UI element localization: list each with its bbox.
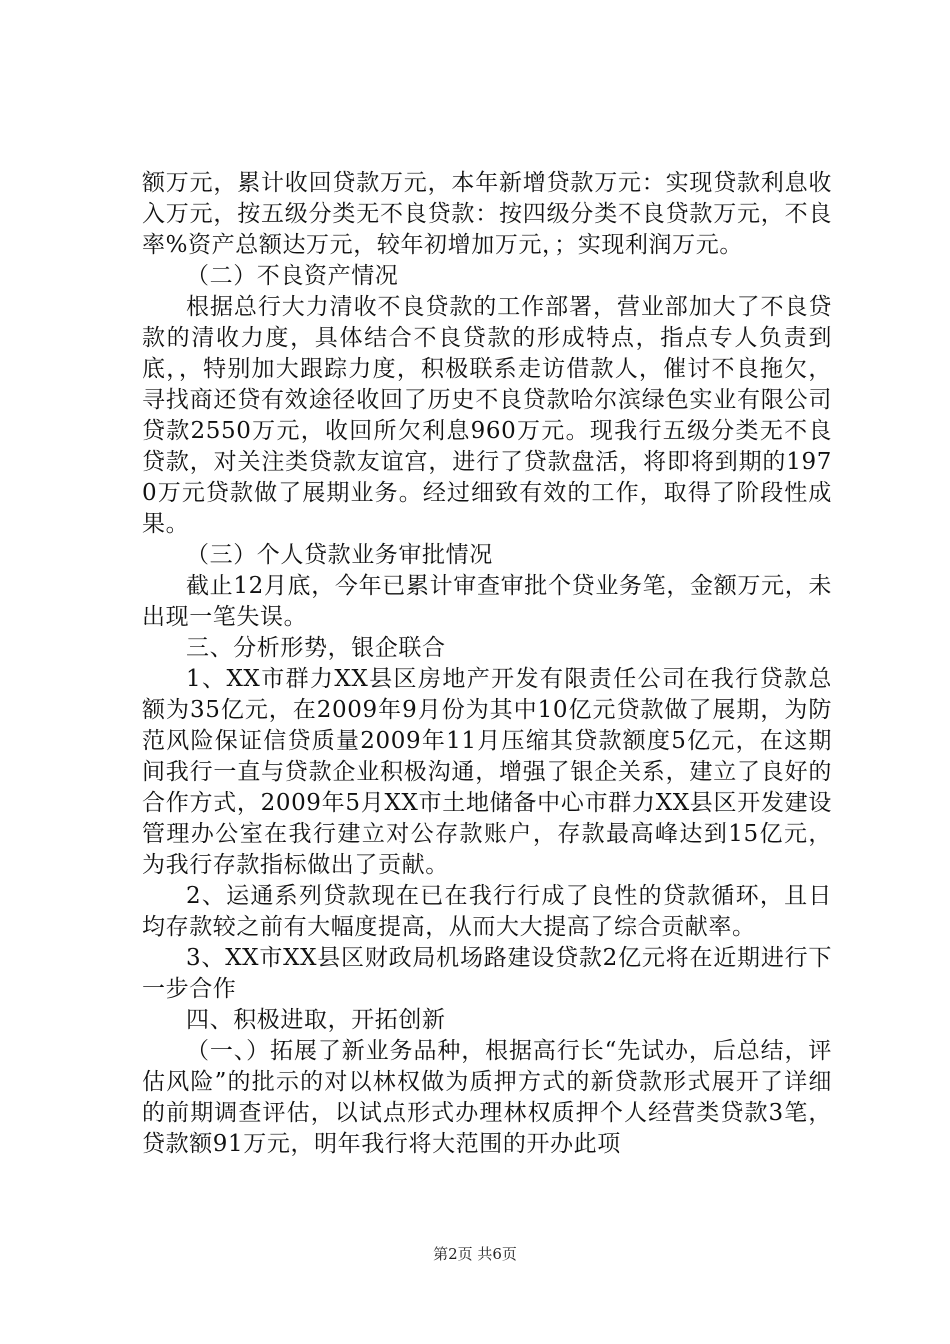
document-body <box>142 168 832 1160</box>
page-footer: 第2页 共6页 <box>433 1245 517 1263</box>
paragraph-loan-summary: 额万元，累计收回贷款万元，本年新增贷款万元：实现贷款利息收入万元，按五级分类无不良贷款：按四级分类不良贷款万元，不良率%资产总额达万元，较年初增加万元，；实现利润万元。 <box>142 170 832 258</box>
section-heading-innovation: 四、积极进取，开拓创新 <box>186 1007 446 1033</box>
paragraph-item-2: 2、运通系列贷款现在已在我行行成了良性的贷款循环，且日均存款较之前有大幅度提高，从而大大提高了综合贡献率。 <box>142 883 832 940</box>
paragraph-personal-loans: 截止12月底，今年已累计审查审批个贷业务笔，金额万元，未出现一笔失误。 <box>142 573 832 630</box>
paragraph-nonperforming-assets: 根据总行大力清收不良贷款的工作部署，营业部加大了不良贷款的清收力度，具体结合不良贷款的形成特点，指点专人负责到底，，特别加大跟踪力度，积极联系走访借款人，催讨不良拖欠，寻找商还贷有效途径收回了历史不良贷款哈尔滨绿色实业有限公司贷款2550万元，收回所欠利息960万元。现我行五级分类无不良贷款，对关注类贷款友谊宫，进行了贷款盘活，将即将到期的1970万元贷款做了展期业务。经过细致有效的工作，取得了阶段性成果。 <box>142 294 832 537</box>
paragraph-new-products: （一、）拓展了新业务品种，根据高行长“先试办，后总结，评估风险”的批示的对以林权做为质押方式的新贷款形式展开了详细的前期调查评估，以试点形式办理林权质押个人经营类贷款3笔，贷款额91万元，明年我行将大范围的开办此项 <box>142 1038 832 1157</box>
section-heading-personal-loans: （三）个人贷款业务审批情况 <box>186 542 493 568</box>
section-heading-bank-enterprise: 三、分析形势，银企联合 <box>186 635 446 661</box>
paragraph-item-1: 1、XX市群力XX县区房地产开发有限责任公司在我行贷款总额为35亿元，在2009年9月份为其中10亿元贷款做了展期，为防范风险保证信贷质量2009年11月压缩其贷款额度5亿元，在这期间我行一直与贷款企业积极沟通，增强了银企关系，建立了良好的合作方式，2009年5月XX市土地储备中心市群力XX县区开发建设管理办公室在我行建立对公存款账户，存款最高峰达到15亿元，为我行存款指标做出了贡献。 <box>142 666 832 878</box>
section-heading-nonperforming-assets: （二）不良资产情况 <box>186 263 399 289</box>
paragraph-item-3: 3、XX市XX县区财政局机场路建设贷款2亿元将在近期进行下一步合作 <box>142 945 832 1002</box>
